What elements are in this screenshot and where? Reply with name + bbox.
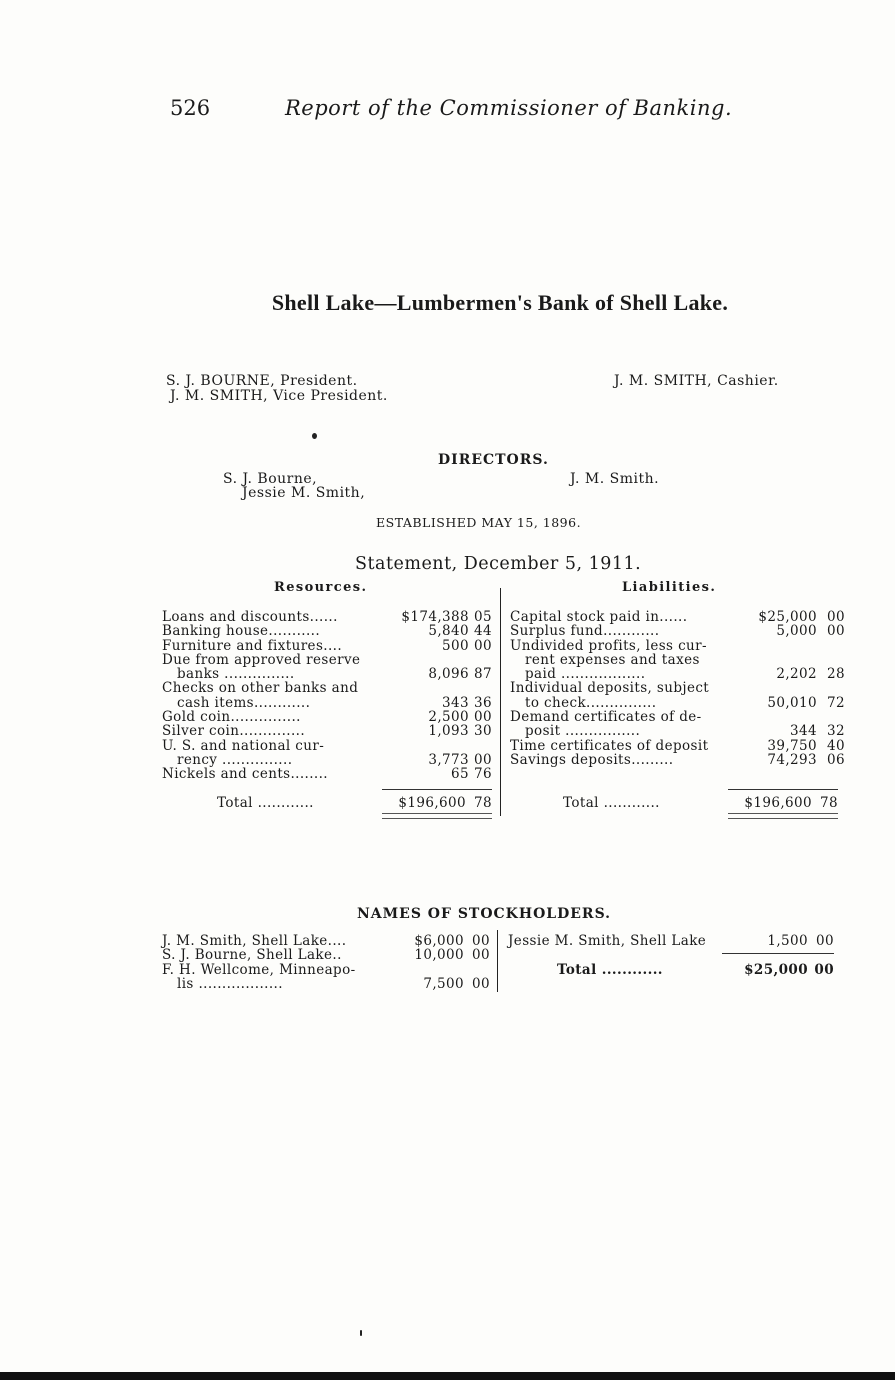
ledger-item-dollars: 500	[442, 637, 469, 654]
ledger-row	[162, 963, 492, 977]
ledger-item-label: Due from approved reserve	[162, 651, 361, 668]
stockholders-column-divider	[497, 930, 498, 992]
resources-total-rule	[382, 789, 492, 790]
ledger-item-cents: 44	[474, 623, 492, 640]
ledger-item-cents: 00	[472, 933, 490, 949]
ledger-item-cents: 87	[474, 666, 492, 683]
ledger-item-label: Individual deposits, subject	[510, 680, 710, 697]
ledger-row	[510, 739, 845, 753]
ledger-item-label: J. M. Smith, Shell Lake....	[162, 933, 347, 949]
ledger-row	[510, 681, 845, 695]
liabilities-total-double-rule	[728, 813, 838, 819]
bank-title: Shell Lake—Lumbermen's Bank of Shell Lake.	[271, 290, 729, 315]
ledger-item-dollars: 50,010	[767, 694, 817, 711]
resources-total-double-rule	[382, 813, 492, 819]
ledger-item-dollars: 1,093	[428, 723, 469, 740]
liabilities-heading: Liabilities.	[622, 580, 717, 595]
resources-heading: Resources.	[274, 580, 368, 595]
ledger-item-dollars: 3,773	[428, 751, 469, 768]
ledger-item-label: Gold coin...............	[162, 709, 301, 726]
ledger-item-dollars: 10,000	[414, 947, 464, 964]
director-name: J. M. Smith.	[570, 471, 660, 487]
ledger-item-label: Capital stock paid in......	[510, 609, 688, 625]
stockholders-total-rule	[722, 953, 834, 954]
stockholders-total-cents: 00	[814, 962, 834, 978]
ledger-row	[510, 724, 845, 738]
ledger-item-label: Demand certificates of de-	[510, 709, 702, 726]
ledger-item-cents: 05	[474, 609, 492, 625]
ledger-item-dollars: 1,500	[767, 933, 808, 949]
ledger-item-label: Nickels and cents........	[162, 766, 329, 783]
ledger-item-label: Silver coin..............	[162, 723, 306, 740]
stockholders-heading: NAMES OF STOCKHOLDERS.	[357, 906, 612, 922]
ledger-item-dollars: 39,750	[767, 737, 817, 754]
ledger-item-dollars: 8,096	[428, 666, 469, 683]
ledger-item-cents: 00	[474, 751, 492, 768]
ledger-item-label: to check...............	[525, 694, 657, 711]
ledger-item-label: Jessie M. Smith, Shell Lake	[508, 933, 707, 949]
ledger-row	[510, 710, 845, 724]
ledger-item-label: U. S. and national cur-	[162, 737, 325, 754]
resources-total-label: Total ............	[217, 795, 314, 811]
liabilities-total-dollars: $196,600	[744, 795, 812, 811]
liabilities-total-rule	[728, 789, 838, 790]
ledger-row	[162, 739, 497, 753]
ledger-row	[162, 934, 492, 948]
ledger-item-dollars: 2,202	[776, 666, 817, 683]
ledger-item-label: Savings deposits.........	[510, 751, 674, 768]
ledger-item-cents: 00	[827, 609, 845, 625]
ledger-row	[162, 977, 492, 991]
cashier-line: J. M. SMITH, Cashier.	[614, 373, 779, 389]
directors-heading: DIRECTORS.	[438, 452, 549, 468]
ledger-row	[162, 696, 497, 710]
ledger-item-dollars: 344	[790, 723, 817, 740]
director-name: Jessie M. Smith,	[242, 485, 366, 501]
ledger-item-dollars: $6,000	[414, 933, 464, 949]
ledger-item-cents: 00	[827, 623, 845, 640]
ledger-item-cents: 00	[472, 947, 490, 964]
director-name: S. J. Bourne,	[223, 471, 318, 487]
ledger-row	[162, 710, 497, 724]
ledger-item-label: S. J. Bourne, Shell Lake..	[162, 947, 342, 964]
ledger-row	[162, 624, 497, 638]
scan-bottom-edge	[0, 1372, 895, 1380]
stockholders-right-list	[508, 934, 836, 948]
ledger-row	[510, 667, 845, 681]
ledger-row	[510, 753, 845, 767]
ledger-row	[162, 610, 497, 624]
ledger-row	[510, 624, 845, 638]
stockholders-total-label: Total ............	[557, 962, 663, 978]
ledger-item-cents: 72	[827, 694, 845, 711]
resources-total-dollars: $196,600	[398, 795, 466, 811]
ledger-item-label: Surplus fund............	[510, 623, 660, 640]
ledger-row	[162, 724, 497, 738]
resources-table	[162, 610, 497, 782]
ledger-item-cents: 00	[474, 709, 492, 726]
ledger-item-label: Undivided profits, less cur-	[510, 637, 707, 654]
liabilities-total-cents: 78	[820, 795, 838, 811]
ledger-item-cents: 76	[474, 766, 492, 783]
resources-total-cents: 78	[474, 795, 492, 811]
ledger-item-label: lis ..................	[177, 975, 283, 992]
running-title: Report of the Commissioner of Banking.	[285, 96, 733, 120]
ink-speck	[312, 433, 317, 439]
ledger-item-label: rency ...............	[177, 751, 293, 768]
stockholders-total-dollars: $25,000	[744, 962, 808, 978]
president-line: S. J. BOURNE, President.	[166, 373, 358, 389]
ledger-item-label: Furniture and fixtures....	[162, 637, 343, 654]
ledger-item-cents: 32	[827, 723, 845, 740]
ledger-item-cents: 06	[827, 751, 845, 768]
ledger-item-dollars: 343	[442, 694, 469, 711]
ledger-item-dollars: $174,388	[401, 609, 469, 625]
ledger-row	[162, 681, 497, 695]
ledger-item-dollars: 2,500	[428, 709, 469, 726]
ledger-item-label: Loans and discounts......	[162, 609, 338, 625]
ledger-item-dollars: 5,840	[428, 623, 469, 640]
established-date: ESTABLISHED MAY 15, 1896.	[376, 515, 582, 530]
ledger-item-label: banks ...............	[177, 666, 295, 683]
ledger-item-label: rent expenses and taxes	[525, 651, 700, 668]
ledger-item-label: Checks on other banks and	[162, 680, 359, 697]
statement-title: Statement, December 5, 1911.	[355, 554, 642, 574]
ledger-item-dollars: 65	[451, 766, 469, 783]
ink-speck	[360, 1330, 362, 1336]
ledger-row	[162, 767, 497, 781]
ledger-item-cents: 00	[816, 933, 834, 949]
vice-president-line: J. M. SMITH, Vice President.	[170, 388, 388, 404]
ledger-item-label: Banking house...........	[162, 623, 321, 640]
liabilities-table	[510, 610, 845, 767]
ledger-item-dollars: 74,293	[767, 751, 817, 768]
ledger-item-label: paid ..................	[525, 666, 646, 683]
ledger-item-cents: 00	[472, 975, 490, 992]
ledger-item-cents: 30	[474, 723, 492, 740]
ledger-row	[162, 639, 497, 653]
ledger-row	[510, 696, 845, 710]
ledger-item-label: posit ................	[525, 723, 641, 740]
ledger-item-dollars: $25,000	[758, 609, 817, 625]
liabilities-total-label: Total ............	[563, 795, 660, 811]
ledger-item-label: cash items............	[177, 694, 311, 711]
ledger-item-label: F. H. Wellcome, Minneapo-	[162, 961, 356, 978]
ledger-item-dollars: 5,000	[776, 623, 817, 640]
ledger-item-label: Time certificates of deposit	[510, 737, 709, 754]
ledger-item-cents: 36	[474, 694, 492, 711]
ledger-row	[162, 948, 492, 962]
ledger-item-cents: 00	[474, 637, 492, 654]
ledger-row	[510, 639, 845, 653]
ledger-row	[508, 934, 836, 948]
ledger-item-dollars: 7,500	[423, 975, 464, 992]
ledger-row	[162, 667, 497, 681]
statement-column-divider	[500, 588, 501, 816]
ledger-row	[162, 653, 497, 667]
ledger-item-cents: 40	[827, 737, 845, 754]
ledger-row	[510, 653, 845, 667]
ledger-item-cents: 28	[827, 666, 845, 683]
ledger-row	[510, 610, 845, 624]
stockholders-left-list	[162, 934, 492, 991]
page-number: 526	[170, 96, 211, 120]
ledger-row	[162, 753, 497, 767]
